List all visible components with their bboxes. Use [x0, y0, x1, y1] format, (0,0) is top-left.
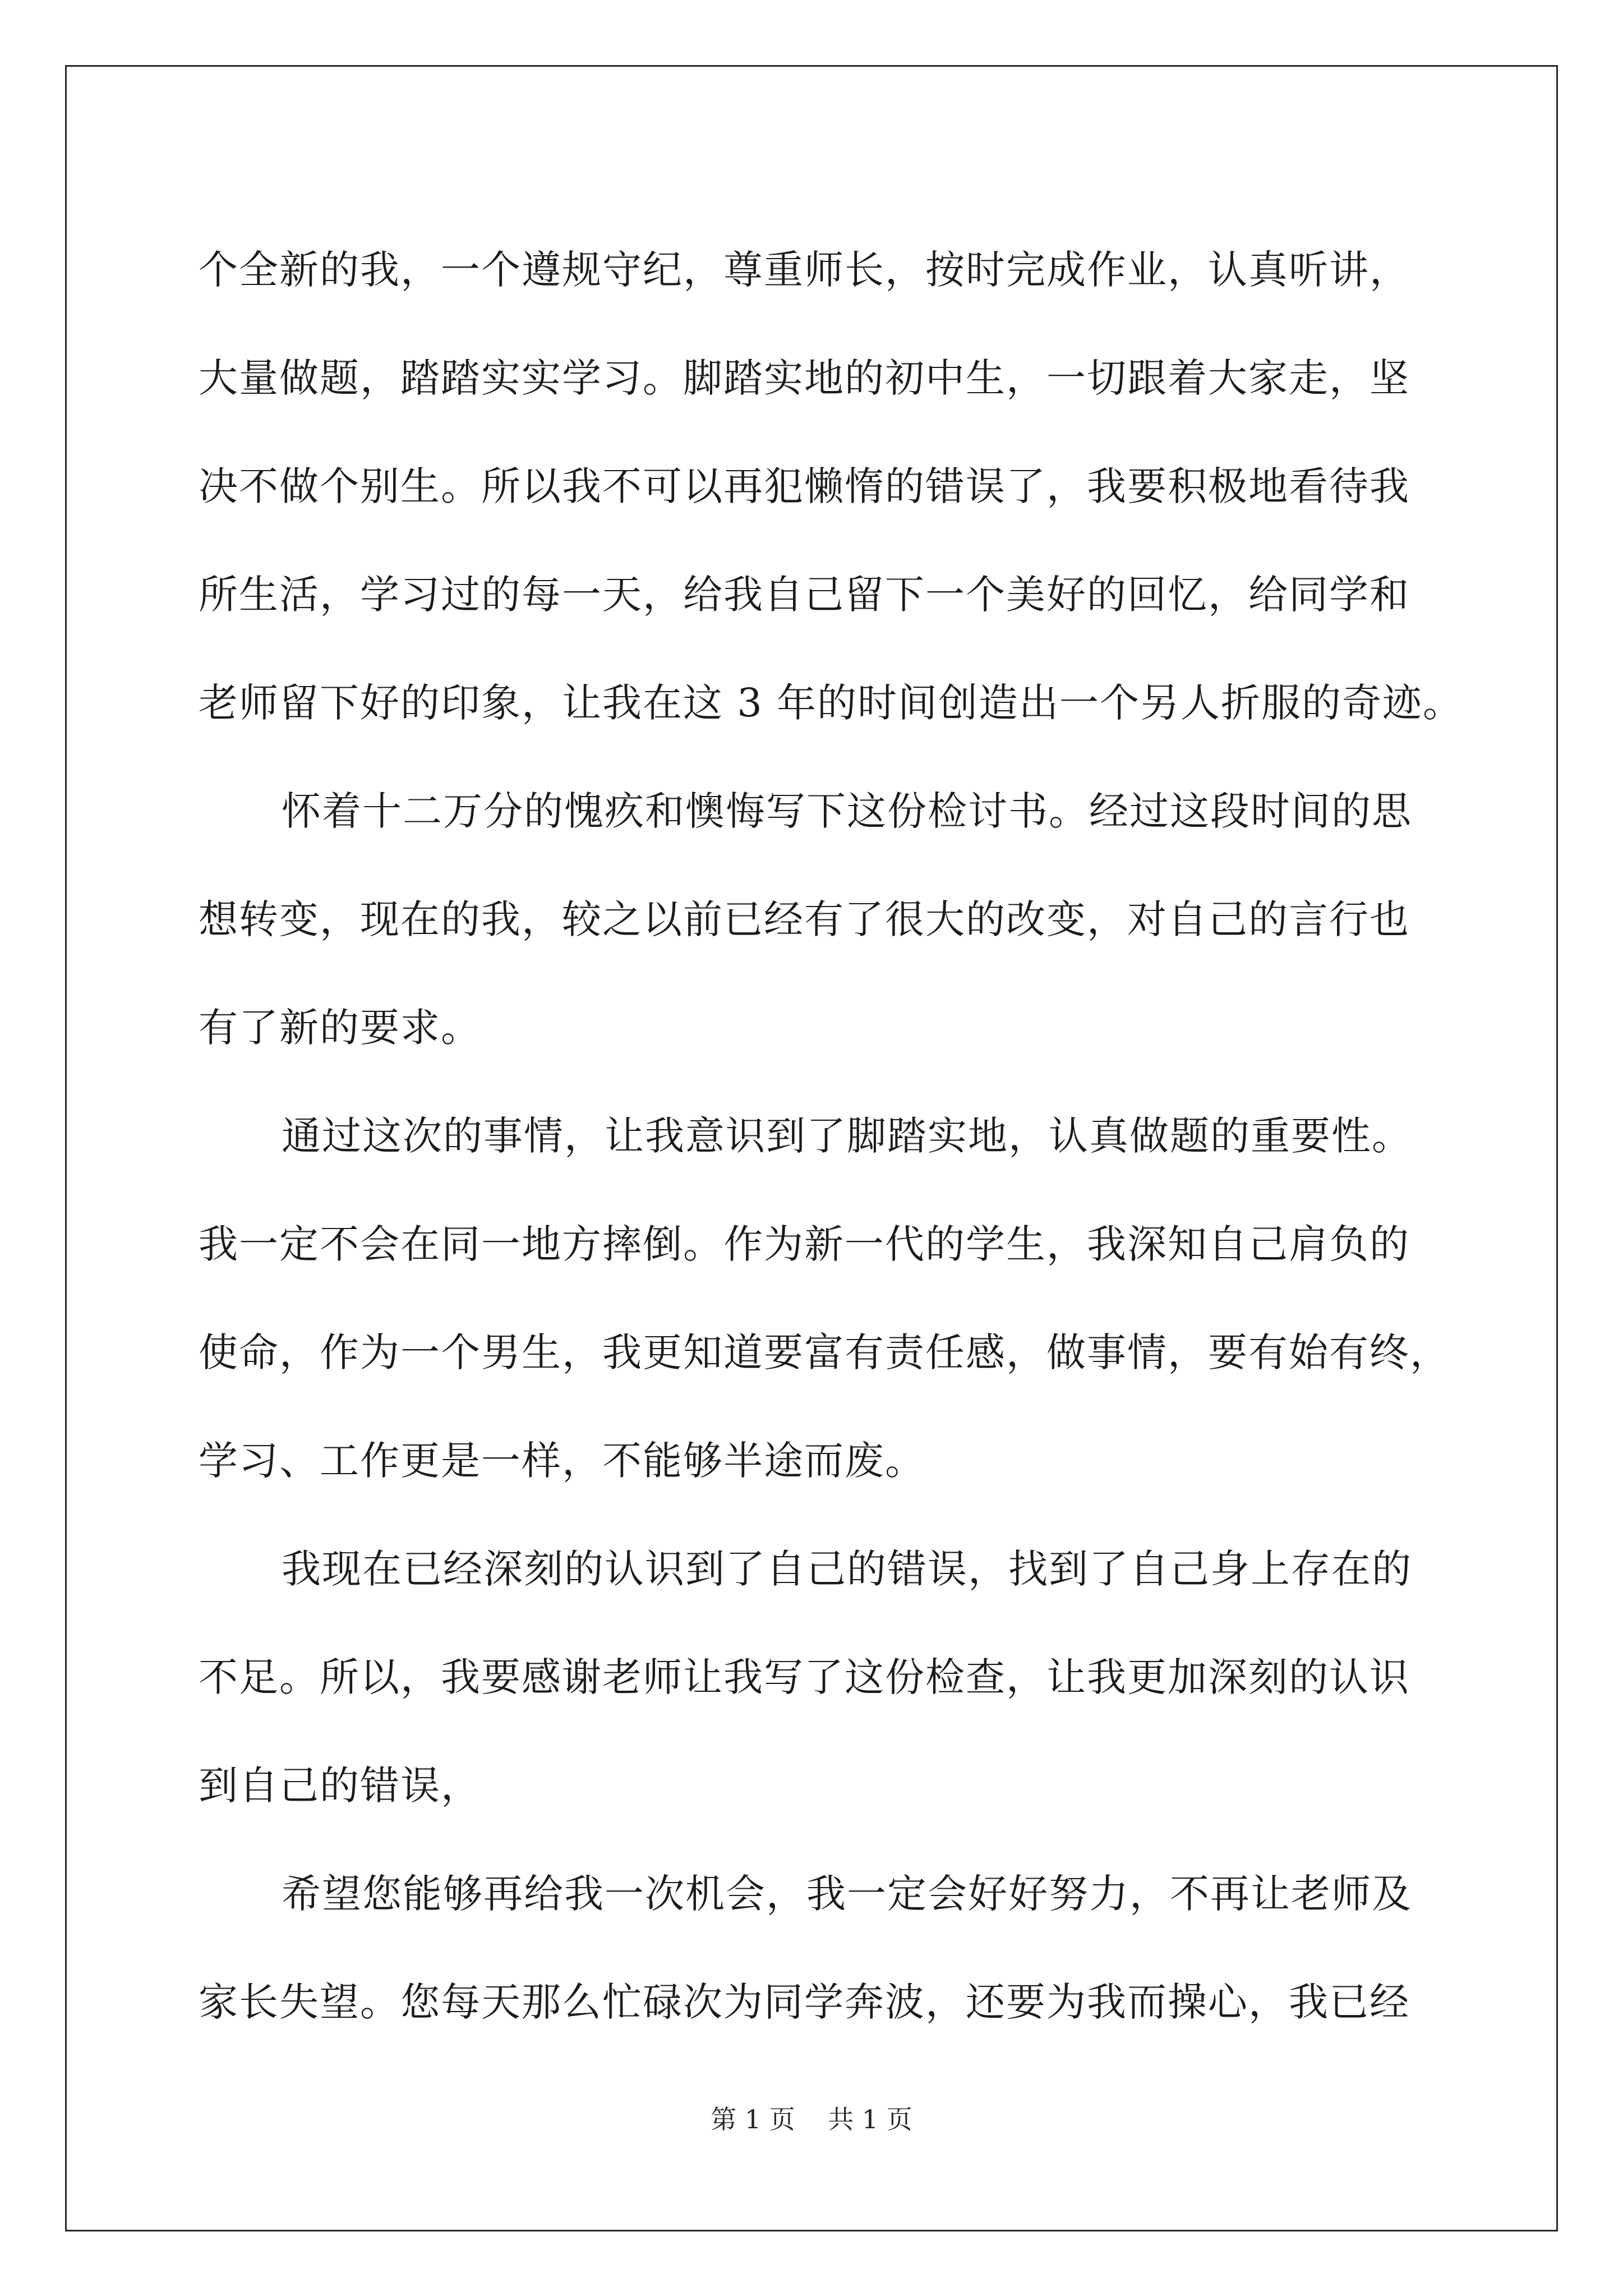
text-line: 到自己的错误， [199, 1763, 481, 1809]
paragraph-first-line: 希望您能够再给我一次机会，我一定会好好努力，不再让老师及 [282, 1871, 1412, 1917]
text-line: 所生活，学习过的每一天，给我自己留下一个美好的回忆，给同学和 [199, 572, 1410, 618]
text-line: 老师留下好的印象，让我在这 3 年的时间创造出一个另人折服的奇迹。 [199, 680, 1464, 726]
text-line: 家长失望。您每天那么忙碌次为同学奔波，还要为我而操心，我已经 [199, 1979, 1410, 2025]
paragraph-first-line: 怀着十二万分的愧疚和懊悔写下这份检讨书。经过这段时间的思 [282, 788, 1412, 834]
text-line: 学习、工作更是一样，不能够半途而废。 [199, 1438, 925, 1484]
text-line: 决不做个别生。所以我不可以再犯懒惰的错误了，我要积极地看待我 [199, 463, 1410, 509]
document-body [199, 216, 1464, 2056]
page-number: 第 1 页 [711, 2104, 795, 2134]
text-line: 大量做题，踏踏实实学习。脚踏实地的初中生，一切跟着大家走，坚 [199, 355, 1410, 401]
text-line: 不足。所以，我要感谢老师让我写了这份检查，让我更加深刻的认识 [199, 1654, 1410, 1700]
page-footer [0, 2099, 1623, 2136]
paragraph-first-line: 我现在已经深刻的认识到了自己的错误，找到了自己身上存在的 [282, 1546, 1412, 1592]
text-line: 使命，作为一个男生，我更知道要富有责任感，做事情，要有始有终， [199, 1329, 1450, 1375]
text-line: 个全新的我，一个遵规守纪，尊重师长，按时完成作业，认真听讲， [199, 247, 1410, 293]
paragraph-first-line: 通过这次的事情，让我意识到了脚踏实地，认真做题的重要性。 [282, 1113, 1412, 1159]
text-line: 我一定不会在同一地方摔倒。作为新一代的学生，我深知自己肩负的 [199, 1221, 1410, 1267]
text-line: 有了新的要求。 [199, 1005, 481, 1051]
page-total: 共 1 页 [828, 2104, 912, 2134]
text-line: 想转变，现在的我，较之以前已经有了很大的改变，对自己的言行也 [199, 896, 1410, 942]
